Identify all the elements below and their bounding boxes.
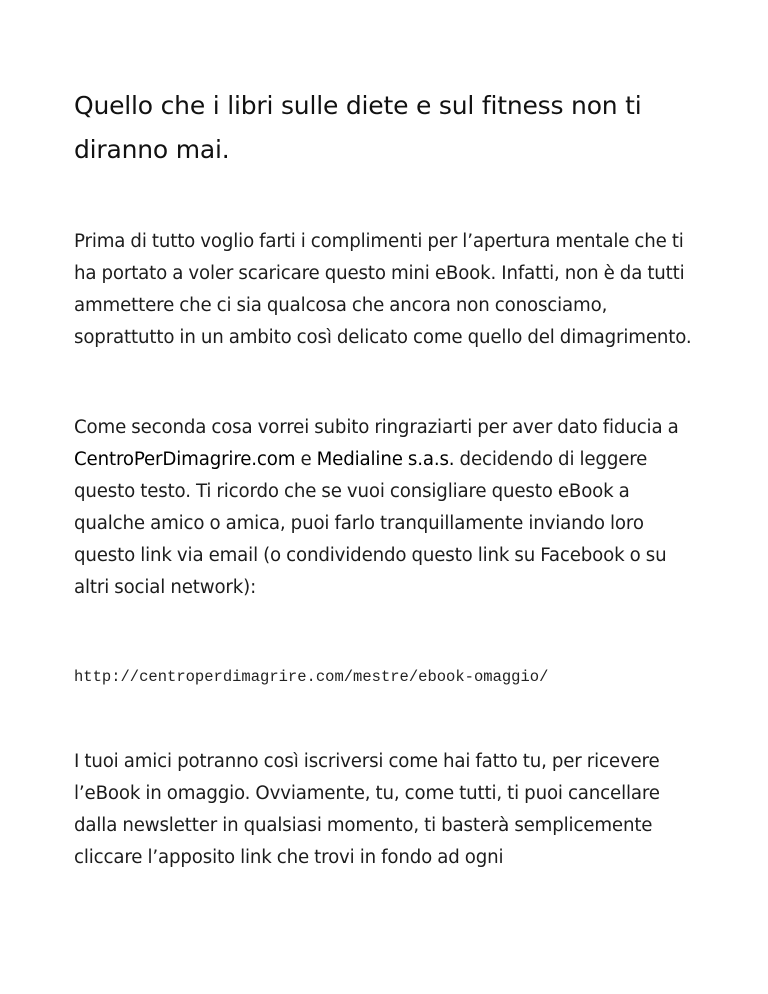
centroperdimagrire-link[interactable]: CentroPerDimagrire.com bbox=[74, 449, 296, 470]
page-title: Quello che i libri sulle diete e sul fitness non ti diranno mai. bbox=[74, 91, 642, 164]
thanks-paragraph bbox=[74, 412, 698, 604]
ebook-url[interactable]: http://centroperdimagrire.com/mestre/ebook-omaggio/ bbox=[74, 668, 549, 686]
paragraph-text-middle: e bbox=[295, 449, 317, 470]
medialine-link[interactable]: Medialine s.a.s. bbox=[316, 449, 455, 470]
intro-paragraph: Prima di tutto voglio farti i complimenti per l’apertura mentale che ti ha portato a voler scaricare questo mini eBook. Infatti, non è da tutti ammettere che ci sia qualcosa che ancora non conosciamo, soprattutto in un ambito così delicato come quello del dimagrimento. bbox=[74, 231, 692, 348]
paragraph-text-after: decidendo di leggere questo testo. Ti ricordo che se vuoi consigliare questo eBook a qualche amico o amica, puoi farlo tranquillamente inviando loro questo link via email (o condividendo questo link su Facebook o su altri social network): bbox=[74, 449, 667, 598]
document-page bbox=[74, 84, 698, 874]
paragraph-text-before: Come seconda cosa vorrei subito ringraziarti per aver dato fiducia a bbox=[74, 417, 679, 438]
friends-paragraph: I tuoi amici potranno così iscriversi come hai fatto tu, per ricevere l’eBook in omaggio. Ovviamente, tu, come tutti, ti puoi cancellare dalla newsletter in qualsiasi momento, ti basterà semplicemente cliccare l’apposito link che trovi in fondo ad ogni bbox=[74, 751, 660, 868]
